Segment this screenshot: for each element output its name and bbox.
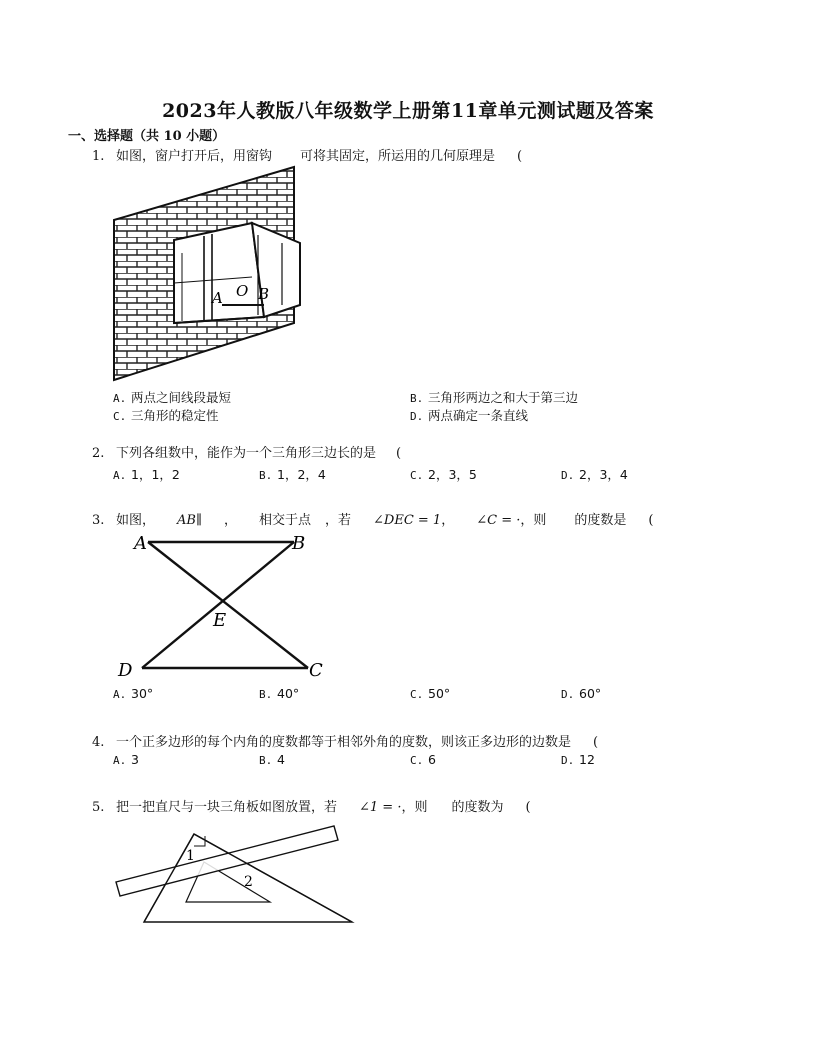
point-label-b: B — [258, 285, 270, 303]
option-c[interactable]: C. 三角形的稳定性 — [113, 408, 219, 423]
question-text: 下列各组数中，能作为一个三角形三边长的是 — [116, 446, 377, 461]
math-expression: AB∥ — [177, 513, 202, 528]
question-5: 5. 把一把直尺与一块三角板如图放置，若 ∠1 = ·，则 的度数为 ( — [92, 800, 531, 815]
window-figure — [112, 165, 302, 383]
point-label-b: B — [292, 533, 306, 554]
question-number: 2. — [92, 446, 105, 461]
answer-paren: ( — [517, 149, 523, 164]
question-number: 1. — [92, 149, 105, 164]
answer-paren: ( — [648, 513, 654, 528]
option-a[interactable]: A. 30° — [113, 686, 154, 701]
option-a[interactable]: A. 两点之间线段最短 — [113, 390, 232, 405]
math-expression: ∠C = · — [476, 513, 521, 528]
option-d[interactable]: D. 60° — [561, 686, 602, 701]
option-c[interactable]: C. 6 — [410, 752, 436, 767]
question-text: 如图，窗户打开后，用窗钩 — [116, 149, 273, 164]
page-title: 2023年人教版八年级数学上册第11章单元测试题及答案 — [162, 100, 654, 122]
option-d[interactable]: D. 2，3，4 — [561, 467, 628, 482]
option-d[interactable]: D. 12 — [561, 752, 595, 767]
ruler-triangle-figure — [112, 822, 362, 930]
question-text: 可将其固定，所运用的几何原理是 — [300, 149, 496, 164]
answer-paren: ( — [593, 735, 599, 750]
math-expression: ∠DEC = 1 — [373, 513, 442, 528]
option-b[interactable]: B. 1，2，4 — [259, 467, 326, 482]
point-label-o: O — [236, 282, 249, 300]
bowtie-figure — [112, 530, 337, 682]
point-label-c: C — [309, 660, 323, 681]
answer-paren: ( — [396, 446, 402, 461]
question-2 — [92, 442, 401, 461]
option-a[interactable]: A. 1，1，2 — [113, 467, 180, 482]
point-label-a: A — [134, 533, 147, 554]
question-1 — [92, 145, 522, 164]
angle-label-1: 1 — [186, 848, 195, 864]
option-b[interactable]: B. 40° — [259, 686, 300, 701]
question-3: 3. 如图， AB∥ ， 相交于点 ，若 ∠DEC = 1， ∠C = ·，则 的度数是 ( — [92, 513, 654, 528]
point-label-a: A — [212, 289, 223, 307]
question-number: 4. — [92, 735, 105, 750]
question-4 — [92, 731, 598, 750]
point-label-d: D — [118, 660, 133, 681]
answer-paren: ( — [525, 800, 531, 815]
question-text: 一个正多边形的每个内角的度数都等于相邻外角的度数，则该正多边形的边数是 — [116, 735, 572, 750]
option-b[interactable]: B. 三角形两边之和大于第三边 — [410, 390, 579, 405]
section-heading: 一、选择题（共 10 小题） — [68, 129, 226, 144]
option-c[interactable]: C. 2，3，5 — [410, 467, 477, 482]
angle-label-2: 2 — [244, 874, 253, 890]
option-a[interactable]: A. 3 — [113, 752, 139, 767]
point-label-e: E — [213, 610, 227, 631]
math-expression: ∠1 = · — [359, 800, 402, 815]
option-d[interactable]: D. 两点确定一条直线 — [410, 408, 529, 423]
option-c[interactable]: C. 50° — [410, 686, 451, 701]
question-number: 3. — [92, 513, 105, 528]
question-number: 5. — [92, 800, 105, 815]
option-b[interactable]: B. 4 — [259, 752, 285, 767]
